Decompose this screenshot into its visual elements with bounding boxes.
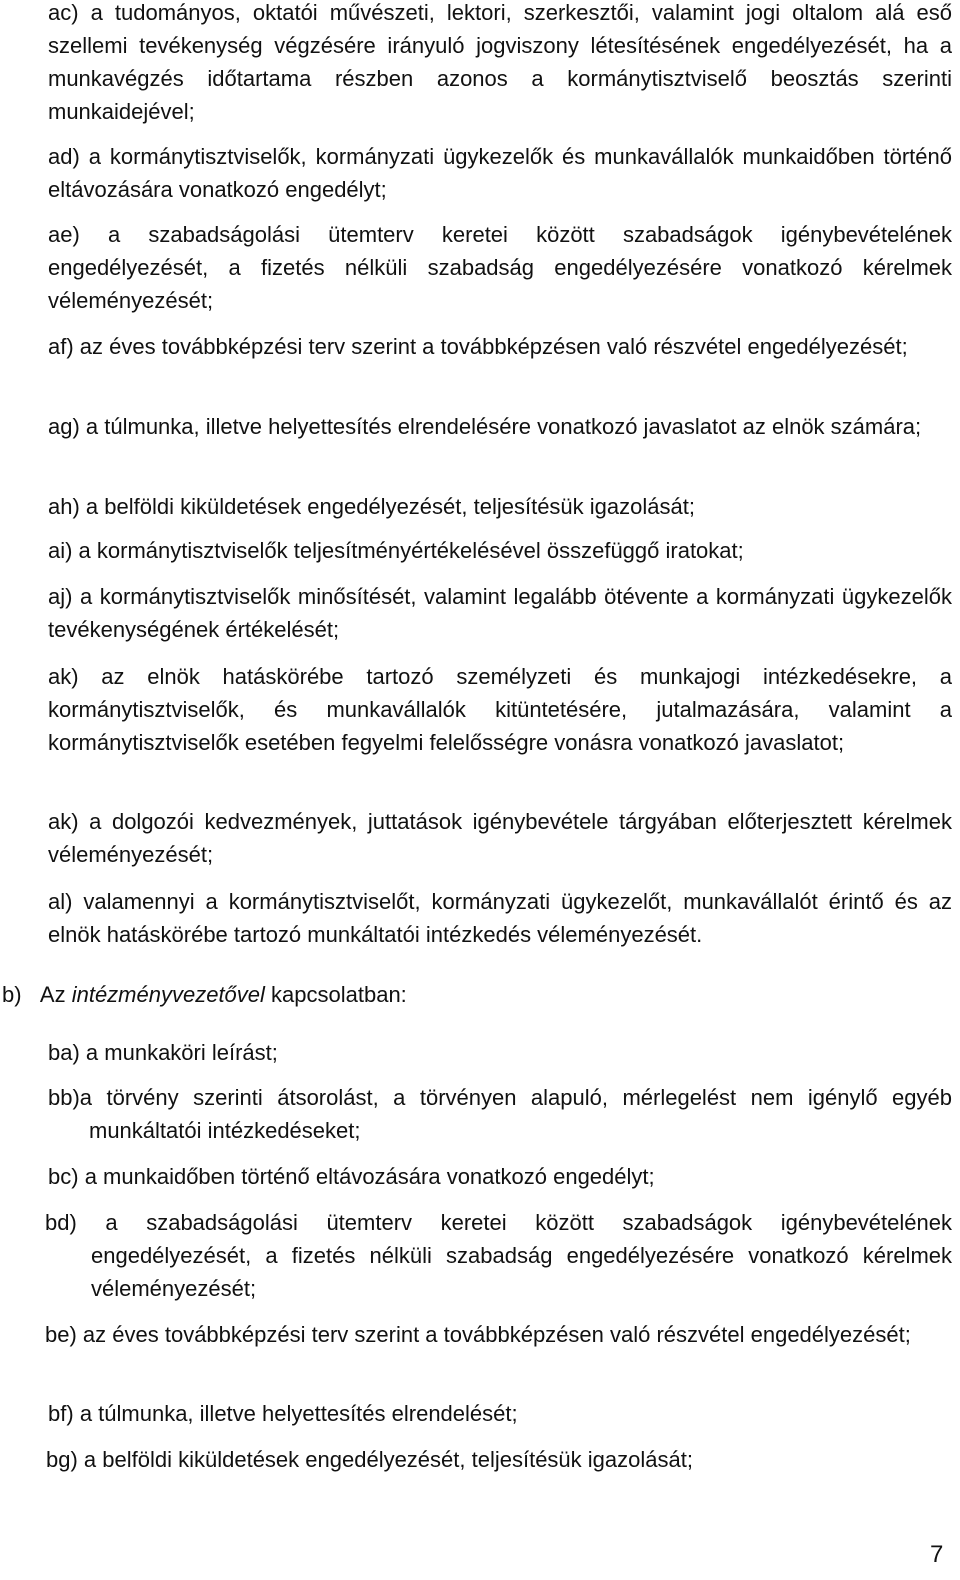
list-item-ac: ac) a tudományos, oktatói művészeti, lektori, szerkesztői, valamint jogi oltalom alá eső szellemi tevékenység végzésére irányuló jogviszony létesítésének engedélyezését, ha a munkavégzés időtartama részben azonos a kormánytisztviselő beosztás szerinti munkaidejével; [48, 0, 952, 124]
list-item-ak-1: ak) az elnök hatáskörébe tartozó személyzeti és munkajogi intézkedésekre, a kormánytisztviselők, és munkavállalók kitüntetésére, jutalmazására, valamint a kormánytisztviselők esetében fegyelmi felelősségre vonásra vonatkozó javaslatot; [48, 664, 952, 755]
list-item-bc [48, 1160, 952, 1193]
list-item-ai: ai) a kormánytisztviselők teljesítményértékelésével összefüggő iratokat; [48, 538, 744, 563]
list-item-text: a munkaköri leírást; [85, 1040, 278, 1065]
list-item-label: bd) [45, 1210, 77, 1235]
list-item-ag: ag) a túlmunka, illetve helyettesítés elrendelésére vonatkozó javaslatot az elnök számára; [48, 414, 922, 439]
list-item-label: be) [45, 1322, 77, 1347]
list-item-be [45, 1318, 952, 1351]
list-item-bb [48, 1081, 952, 1147]
list-item-ae: ae) a szabadságolási ütemterv keretei között szabadságok igénybevételének engedélyezését, a fizetés nélküli szabadság engedélyezésére vonatkozó kérelmek véleményezését; [48, 222, 952, 313]
list-item-label: bb) [48, 1085, 80, 1110]
section-b-suffix: kapcsolatban: [264, 982, 407, 1007]
list-item-aj: aj) a kormánytisztviselők minősítését, valamint legalább ötévente a kormányzati ügykezelők tevékenységének értékelését; [48, 584, 952, 642]
list-item-ak-2: ak) a dolgozói kedvezmények, juttatások igénybevétele tárgyában előterjesztett kérelmek véleményezését; [48, 809, 952, 867]
list-item-text: a munkaidőben történő eltávozására vonatkozó engedélyt; [84, 1164, 655, 1189]
list-item-ah: ah) a belföldi kiküldetések engedélyezését, teljesítésük igazolását; [48, 494, 695, 519]
list-item-label: bg) [46, 1447, 78, 1472]
list-item-bd [45, 1206, 952, 1305]
list-item-text: a belföldi kiküldetések engedélyezését, teljesítésük igazolását; [83, 1447, 693, 1472]
list-item-text: a túlmunka, illetve helyettesítés elrendelését; [79, 1401, 518, 1426]
section-b-heading [2, 978, 902, 1011]
list-item-text: a szabadságolási ütemterv keretei között szabadságok igénybevételének engedélyezését, a fizetés nélküli szabadság engedélyezésére vonatkozó kérelmek véleményezését; [91, 1210, 952, 1301]
list-item-label: ba) [48, 1040, 80, 1065]
list-item-ba [48, 1036, 952, 1069]
list-item-text: az éves továbbképzési terv szerint a továbbképzésen való részvétel engedélyezését; [82, 1322, 911, 1347]
list-item-al: al) valamennyi a kormánytisztviselőt, kormányzati ügykezelőt, munkavállalót érintő és az elnök hatáskörébe tartozó munkáltatói intézkedés véleményezését. [48, 889, 952, 947]
page-number: 7 [930, 1541, 944, 1568]
section-b-prefix: Az [39, 982, 72, 1007]
list-item-af: af) az éves továbbképzési terv szerint a továbbképzésen való részvétel engedélyezését; [48, 334, 908, 359]
list-item-bf [48, 1397, 952, 1430]
list-item-text: a törvény szerinti átsorolást, a törvényen alapuló, mérlegelést nem igénylő egyéb munkáltatói intézkedéseket; [79, 1085, 952, 1143]
list-item-label: bf) [48, 1401, 74, 1426]
list-item-ad: ad) a kormánytisztviselők, kormányzati ügykezelők és munkavállalók munkaidőben történő eltávozására vonatkozó engedélyt; [48, 144, 952, 202]
section-b-italic: intézményvezetővel [71, 982, 265, 1007]
list-item-label: bc) [48, 1164, 79, 1189]
section-b-label: b) [2, 982, 22, 1007]
list-item-bg [46, 1443, 952, 1476]
